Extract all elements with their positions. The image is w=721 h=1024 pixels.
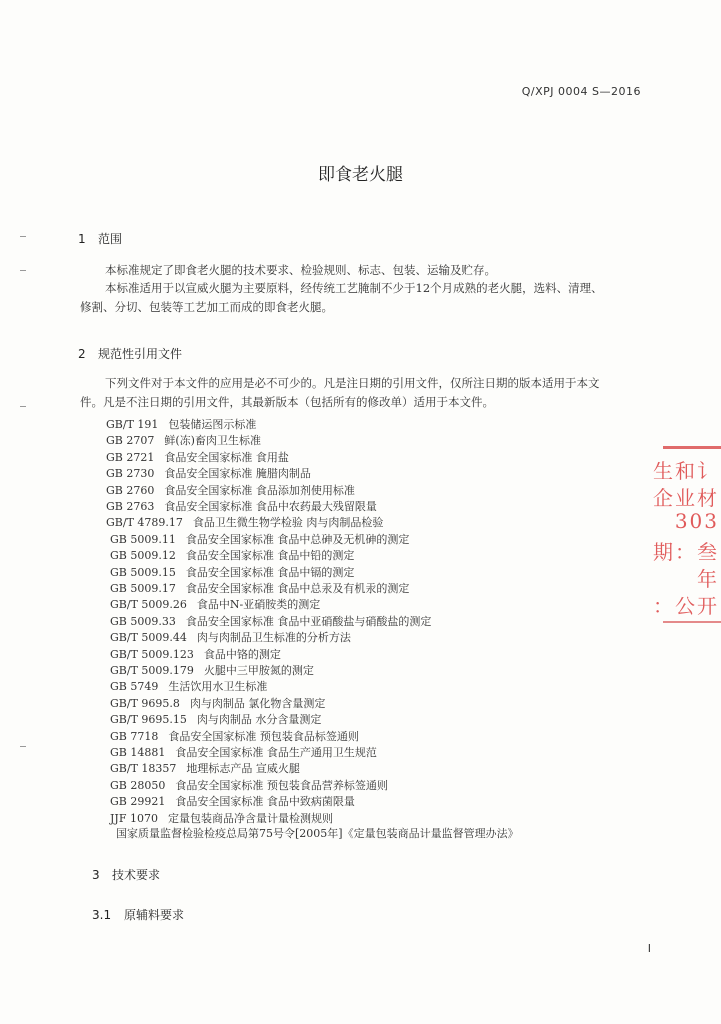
reference-code: GB 5009.15 [110,565,176,579]
section-title: 规范性引用文件 [98,347,183,361]
reference-code: GB/T 5009.26 [110,598,187,612]
reference-item [110,728,359,744]
stamp-line: 年 [697,567,719,591]
reference-code: GB/T 5009.44 [110,631,187,645]
section-number: 2 [78,347,86,361]
reference-code: GB 2707 [106,434,155,448]
reference-code: GB 5009.11 [110,532,176,546]
section-title: 技术要求 [112,868,161,882]
document-title: 即食老火腿 [318,165,403,185]
reference-code: GB 5749 [110,680,159,694]
reference-decree: 国家质量监督检验检疫总局第75号令[2005年]《定量包装商品计量监督管理办法》 [116,827,519,840]
reference-title: 肉与肉制品 水分含量测定 [196,713,322,727]
reference-code: GB/T 18357 [110,762,177,776]
reference-title: 定量包装商品净含量计量检测规则 [167,811,333,825]
reference-code: GB/T 5009.123 [110,647,194,661]
reference-title: 食品安全国家标准 食品中铅的测定 [185,549,355,563]
reference-item [110,810,333,826]
subsection-number: 3.1 [92,908,112,922]
reference-item [106,482,355,498]
subsection-title: 原辅料要求 [124,908,185,922]
reference-code: GB 14881 [110,746,166,759]
reference-code: GB 2763 [106,500,155,513]
reference-title: 鲜(冻)畜肉卫生标准 [164,434,261,448]
standard-number: Q/XPJ 0004 S—2016 [521,85,641,98]
reference-code: GB/T 9695.8 [110,696,180,710]
reference-title: 生活饮用水卫生标准 [168,680,268,694]
scope-paragraph-2-line-2: 修割、分切、包装等工艺加工而成的即食老火腿。 [80,300,333,314]
reference-item [106,432,261,448]
stamp-line: 303 [674,509,719,533]
reference-item [110,744,377,760]
reference-title: 肉与肉制品 氯化物含量测定 [189,696,326,710]
reference-item [106,449,289,465]
reference-title: 食品安全国家标准 食品中亚硝酸盐与硝酸盐的测定 [185,614,432,628]
reference-title: 食品安全国家标准 食品中致病菌限量 [175,795,355,809]
reference-item [110,711,321,727]
reference-title: 食品安全国家标准 食用盐 [164,450,289,464]
section-number: 1 [78,232,86,246]
reference-title: 食品安全国家标准 预包装食品标签通则 [168,729,359,743]
section-3-heading [92,866,160,883]
reference-item [110,695,325,711]
stamp-line: 企业材 [653,486,719,510]
reference-item [106,514,383,530]
reference-code: GB 29921 [110,795,166,809]
reference-title: 包装储运图示标准 [168,418,257,431]
reference-item [110,531,409,547]
reference-code: GB 5009.33 [110,614,176,628]
reference-code: JJF 1070 [110,811,158,825]
reference-title: 食品安全国家标准 食品中总砷及无机砷的测定 [185,532,410,546]
reference-item [110,760,300,776]
reference-title: 食品安全国家标准 食品生产通用卫生规范 [175,746,377,759]
section-title: 范围 [98,232,123,246]
reference-code: GB/T 5009.179 [110,664,194,677]
reference-title: 食品安全国家标准 食品中农药最大残留限量 [164,500,377,513]
section-number: 3 [92,868,100,882]
reference-item [110,613,431,629]
references-intro-line-1: 下列文件对于本文件的应用是必不可少的。凡是注日期的引用文件，仅所注日期的版本适用于本文 [105,376,600,390]
stamp-line: ：公开 [653,594,719,618]
stamp-line: 生和讠 [653,459,719,483]
reference-code: GB/T 191 [106,418,159,431]
reference-code: GB 5009.12 [110,549,176,563]
reference-item [110,793,355,809]
reference-title: 火腿中三甲胺氮的测定 [203,664,314,677]
section-3-1-heading [92,906,184,923]
reference-title: 食品中铬的测定 [203,647,281,661]
reference-title: 食品卫生微生物学检验 肉与肉制品检验 [192,516,384,530]
reference-code: GB/T 9695.15 [110,713,187,727]
reference-title: 食品安全国家标准 食品中镉的测定 [185,565,355,579]
reference-code: GB 2721 [106,450,155,464]
reference-item [110,580,409,596]
reference-item [106,465,311,481]
reference-item [110,646,281,662]
reference-code: GB 2760 [106,483,155,497]
scope-paragraph-1: 本标准规定了即食老火腿的技术要求、检验规则、标志、包装、运输及贮存。 [105,263,496,277]
reference-code: GB/T 4789.17 [106,516,183,530]
stamp-line: 期：叁 [653,540,719,564]
reference-title: 肉与肉制品卫生标准的分析方法 [196,631,351,645]
margin-mark [20,406,26,407]
reference-item [110,678,267,694]
reference-item [110,662,314,678]
reference-title: 食品安全国家标准 食品中总汞及有机汞的测定 [185,582,410,595]
official-stamp [653,446,721,623]
reference-title: 食品安全国家标准 预包装食品营养标签通则 [175,778,388,792]
reference-title: 食品安全国家标准 食品添加剂使用标准 [164,483,355,497]
reference-item [110,564,354,580]
references-intro-line-2: 件。凡是不注日期的引用文件，其最新版本（包括所有的修改单）适用于本文件。 [80,395,494,409]
reference-code: GB 7718 [110,729,159,743]
reference-code: GB 28050 [110,778,166,792]
margin-mark [20,236,26,237]
reference-item [106,416,256,432]
reference-item [110,596,320,612]
page-number: I [647,942,651,955]
reference-code: GB 5009.17 [110,582,176,595]
section-2-heading [78,345,182,362]
reference-title: 食品中N-亚硝胺类的测定 [196,598,321,612]
reference-item [110,629,351,645]
reference-item [110,547,354,563]
reference-code: GB 2730 [106,467,155,481]
reference-title: 食品安全国家标准 腌腊肉制品 [164,467,311,481]
reference-item [106,498,377,514]
scope-paragraph-2-line-1: 本标准适用于以宣威火腿为主要原料，经传统工艺腌制不少于12个月成熟的老火腿，选料、清理、 [105,281,603,295]
reference-title: 地理标志产品 宣威火腿 [186,762,300,776]
margin-mark [20,746,26,747]
reference-item [110,777,388,793]
section-1-heading [78,230,122,247]
margin-mark [20,270,26,271]
